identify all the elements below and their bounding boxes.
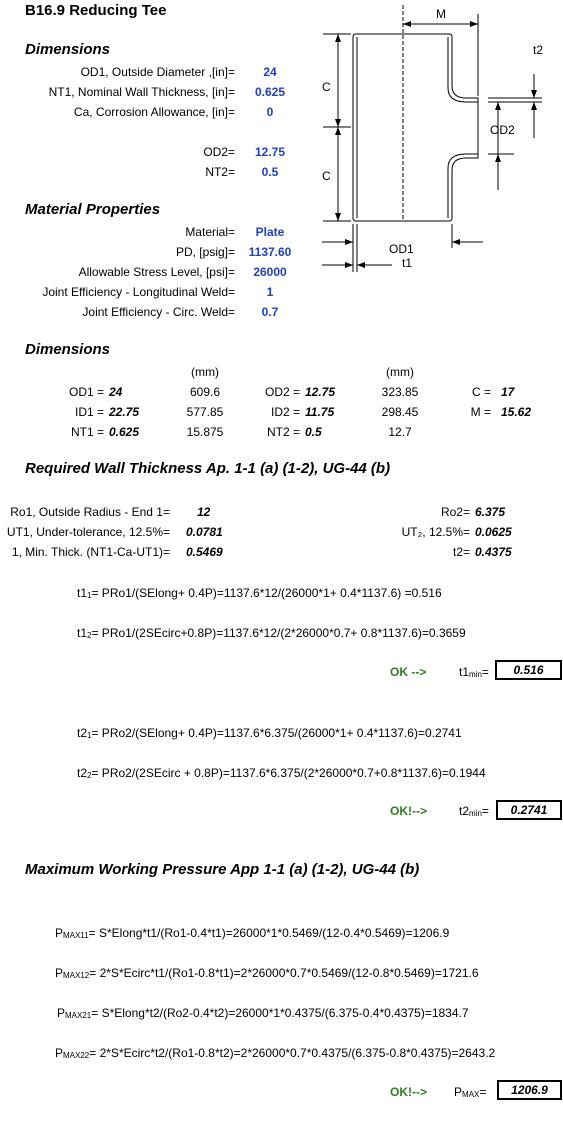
ut2-value: 0.0625 xyxy=(475,525,512,539)
table-value: 17 xyxy=(501,385,515,399)
table-value: 0.625 xyxy=(109,425,140,439)
table-value: 24 xyxy=(109,385,123,399)
table-mm: 15.875 xyxy=(186,425,224,439)
ok-indicator-t1: OK --> xyxy=(390,665,427,679)
table-label: OD2 = xyxy=(264,385,300,399)
formula-t12: $t1_2=$ PRo1/(2SEcirc+0.8P)=1137.6*12/(2*26000*0.7+ 0.8*1137.6)=0.3659 xyxy=(77,626,466,640)
dim-table-heading: Dimensions xyxy=(25,341,111,358)
ut1-label: UT1, Under-tolerance, 12.5%= xyxy=(6,525,170,539)
table-mm: 577.85 xyxy=(186,405,224,419)
t2min-label: $t2_{min}=$ xyxy=(459,804,489,818)
table-label: M = xyxy=(470,405,491,419)
t1-value: 0.5469 xyxy=(186,545,223,559)
dimensions-heading: Dimensions xyxy=(25,41,111,58)
ec-label: Joint Efficiency - Circ. Weld= xyxy=(82,305,235,319)
dim-m-label: M xyxy=(436,7,446,21)
ca-value[interactable]: 0 xyxy=(266,105,274,119)
ec-value[interactable]: 0.7 xyxy=(261,305,279,319)
ut1-value: 0.0781 xyxy=(186,525,223,539)
table-label: ID2 = xyxy=(270,405,300,419)
dim-t1-label: t1 xyxy=(402,256,413,270)
table-label: ID1 = xyxy=(74,405,104,419)
formula-t21: $t2_1=$ PRo2/(SElong+ 0.4P)=1137.6*6.375/(26000*1+ 0.4*1137.6)=0.2741 xyxy=(77,726,462,740)
rwt-heading: Required Wall Thickness Ap. 1-1 (a) (1-2), UG-44 (b) xyxy=(25,460,391,477)
ut2-label: UT₂, 12.5%= xyxy=(401,525,470,539)
table-mm: 12.7 xyxy=(388,425,412,439)
stress-label: Allowable Stress Level, [psi]= xyxy=(78,265,235,279)
t2min-result-box: 0.2741 xyxy=(496,800,562,820)
mwp-heading: Maximum Working Pressure App 1-1 (a) (1-2), UG-44 (b) xyxy=(25,861,420,878)
table-value: 12.75 xyxy=(305,385,336,399)
pmax-label: $P_{MAX}=$ xyxy=(454,1085,487,1099)
ro2-value: 6.375 xyxy=(475,505,506,519)
reducing-tee-diagram xyxy=(0,0,563,330)
formula-pmax12: $P_{MAX12}=$ 2*S*Ecirc*t1/(Ro1-0.8*t1)=2*26000*0.7*0.5469/(12-0.8*0.5469)=1721.6 xyxy=(55,966,479,980)
table-value: 0.5 xyxy=(305,425,322,439)
nt1-label: NT1, Nominal Wall Thickness, [in]= xyxy=(48,85,235,99)
od1-value[interactable]: 24 xyxy=(263,65,277,79)
ro2-label: Ro2= xyxy=(440,505,470,519)
table-mm: 298.45 xyxy=(381,405,419,419)
dim-t2-label: t2 xyxy=(533,43,544,57)
od2-value[interactable]: 12.75 xyxy=(254,145,286,159)
nt2-value[interactable]: 0.5 xyxy=(261,165,279,179)
formula-t11: $t1_1=$ PRo1/(SElong+ 0.4P)=1137.6*12/(26000*1+ 0.4*1137.6) =0.516 xyxy=(77,586,442,600)
ok-indicator-t2: OK!--> xyxy=(390,804,427,818)
od1-label: OD1, Outside Diameter ,[in]= xyxy=(80,65,235,79)
pmax-result-box: 1206.9 xyxy=(497,1080,562,1100)
el-value[interactable]: 1 xyxy=(266,285,274,299)
t1min-label: $t1_{min}=$ xyxy=(459,665,489,679)
dim-od2-label: OD2 xyxy=(490,123,515,137)
table-label: NT2 = xyxy=(266,425,300,439)
t2-label: t2= xyxy=(452,545,470,559)
t1min-result-box: 0.516 xyxy=(495,660,562,680)
material-label: Material= xyxy=(185,225,235,239)
el-label: Joint Efficiency - Longitudinal Weld= xyxy=(42,285,235,299)
table-value: 11.75 xyxy=(305,405,335,419)
table-value: 22.75 xyxy=(109,405,140,419)
ok-indicator-pmax: OK!--> xyxy=(390,1085,427,1099)
nt2-label: NT2= xyxy=(205,165,235,179)
dim-c-top-label: C xyxy=(322,80,331,94)
unit-mm-2: (mm) xyxy=(386,365,414,379)
table-mm: 323.85 xyxy=(381,385,419,399)
page-title: B16.9 Reducing Tee xyxy=(25,2,167,19)
pd-label: PD, [psig]= xyxy=(175,245,235,259)
table-value: 15.62 xyxy=(501,405,532,419)
t2-value: 0.4375 xyxy=(475,545,512,559)
formula-pmax11: $P_{MAX11}=$ S*Elong*t1/(Ro1-0.4*t1)=26000*1*0.5469/(12-0.4*0.5469)=1206.9 xyxy=(55,926,450,940)
material-value[interactable]: Plate xyxy=(255,225,285,239)
material-heading: Material Properties xyxy=(25,201,161,218)
t1-min-label: 1, Min. Thick. (NT1-Ca-UT1)= xyxy=(11,545,170,559)
ro1-label: Ro1, Outside Radius - End 1= xyxy=(10,505,170,519)
nt1-value[interactable]: 0.625 xyxy=(254,85,286,99)
unit-mm-1: (mm) xyxy=(191,365,219,379)
dim-od1-label: OD1 xyxy=(389,242,414,256)
dim-c-bottom-label: C xyxy=(322,169,331,183)
stress-value[interactable]: 26000 xyxy=(253,265,287,279)
table-label: NT1 = xyxy=(70,425,104,439)
table-label: OD1 = xyxy=(68,385,104,399)
ca-label: Ca, Corrosion Allowance, [in]= xyxy=(73,105,235,119)
od2-label: OD2= xyxy=(203,145,235,159)
pd-value[interactable]: 1137.60 xyxy=(248,245,292,259)
ro1-value: 12 xyxy=(197,505,211,519)
formula-pmax22: $P_{MAX22}=$ 2*S*Ecirc*t2/(Ro1-0.8*t2)=2*26000*0.7*0.4375/(6.375-0.8*0.4375)=2643.2 xyxy=(55,1046,496,1060)
table-label: C = xyxy=(471,385,491,399)
table-mm: 609.6 xyxy=(189,385,221,399)
formula-pmax21: $P_{MAX21}=$ S*Elong*t2/(Ro2-0.4*t2)=26000*1*0.4375/(6.375-0.4*0.4375)=1834.7 xyxy=(57,1006,469,1020)
formula-t22: $t2_2=$ PRo2/(2SEcirc + 0.8P)=1137.6*6.375/(2*26000*0.7+0.8*1137.6)=0.1944 xyxy=(77,766,486,780)
